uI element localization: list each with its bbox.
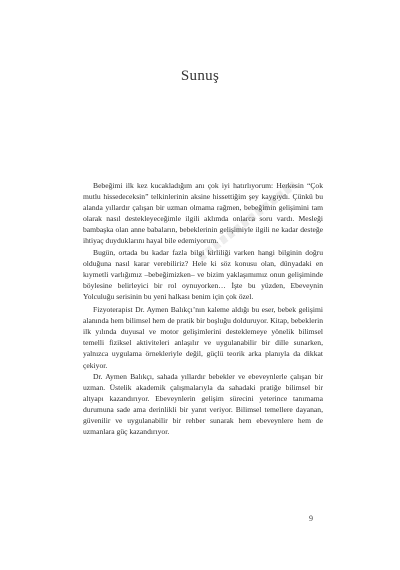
paragraph-2: Bugün, ortada bu kadar fazla bilgi kirliliği varken hangi bilginin doğru olduğuna nasıl karar verebiliriz? Hele ki söz konusu olan, dünyadaki en kıymetli varlığımız –bebeğimizken– ve bizim yaklaşımımız onun gelişiminde böylesine belirleyici bir rol oynuyorken… İşte bu yüzden, Ebeveynin Yolculuğu serisinin bu yeni halkası benim için çok özel. <box>83 247 323 301</box>
paragraph-3: Fizyoterapist Dr. Aymen Balıkçı’nın kaleme aldığı bu eser, bebek gelişimi alanında hem bilimsel hem de pratik bir boşluğu dolduruyor. Kitap, bebeklerin ilk yılında duyusal ve motor gelişimlerini desteklemeye yönelik bilimsel temelli fiziksel aktiviteleri anlaşılır ve uygulanabilir bir dille sunarken, yalnızca uygulama örnekleriyle değil, güçlü teorik arka planıyla da dikkat çekiyor. <box>83 305 323 370</box>
page-title: Sunuş <box>180 68 220 84</box>
paragraph-1: Bebeğimi ilk kez kucakladığım anı çok iyi hatırlıyorum: Herkesin “Çok mutlu hissedeceksin” telkinlerinin aksine hissettiğim şey kaygıydı. Çünkü bu alanda yıllardır çalışan bir uzman olmama rağmen, bebeğimin gelişimini tam olarak nasıl destekleyeceğimle ilgili aklımda onlarca soru vardı. Mesleği bambaşka olan anne babaların, bebeklerinin gelişimiyle ilgili ne kadar desteğe ihtiyaç duyduklarını hayal bile edemiyorum. <box>83 181 323 246</box>
paragraph-4: Dr. Aymen Balıkçı, sahada yıllardır bebekler ve ebeveynlerle çalışan bir uzman. Üstelik akademik çalışmalarıyla da sahadaki pratiğe bilimsel bir altyapı kazandırıyor. Ebeveynlerin gelişim sürecini yeterince tanımama durumuna sade ama derinlikli bir yanıt veriyor. Bilimsel temellere dayanan, güvenilir ve uygulanabilir bir rehber sunarak hem ebeveynlere hem de uzmanlara güç kazandırıyor. <box>83 371 323 437</box>
body-text <box>83 180 323 437</box>
page-number: 9 <box>309 514 313 523</box>
